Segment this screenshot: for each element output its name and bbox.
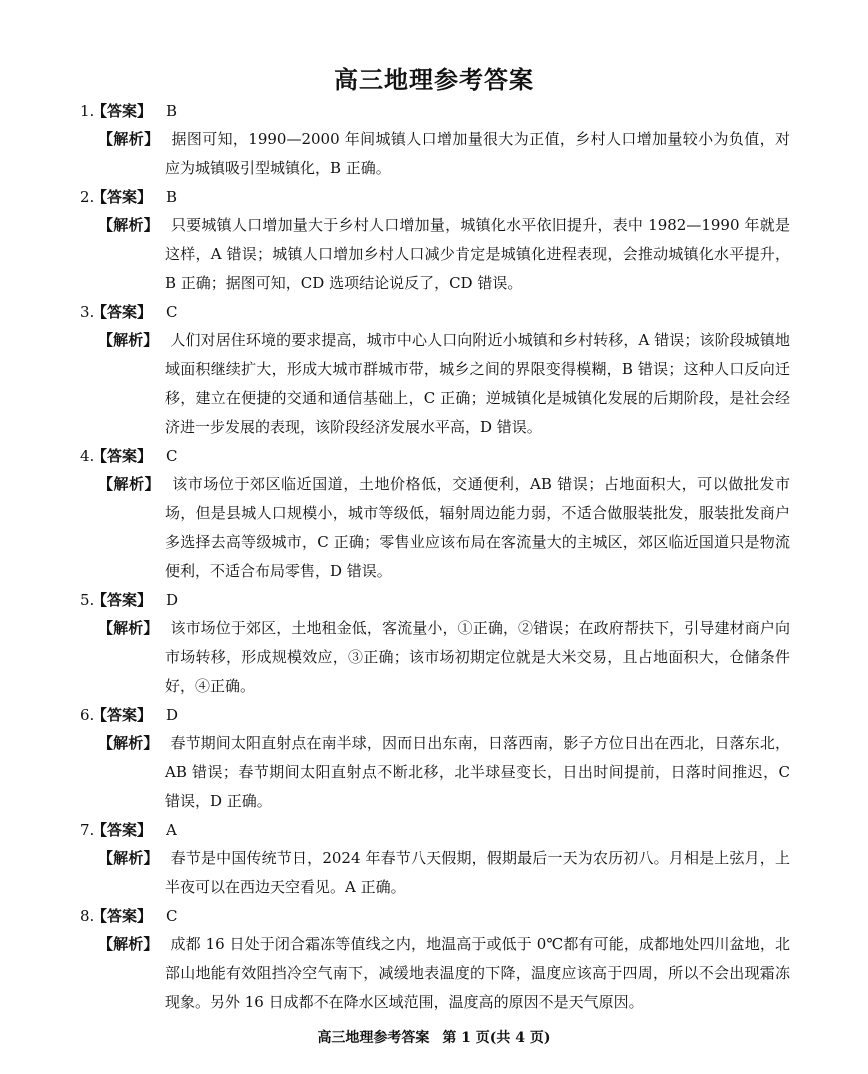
explanation-text: 该市场位于郊区临近国道，土地价格低，交通便利，AB 错误；占地面积大，可以做批发市场，但是县城人口规模小，城市等级低，辐射周边能力弱，不适合做服装批发，服装批发商户多选择去高等级城市，C 正确；零售业应该布局在客流量大的主城区，郊区临近国道只是物流便利，不适合布局零售，D 错误。 [165,475,790,580]
question-number: 5. [80,591,95,609]
explanation-text: 人们对居住环境的要求提高，城市中心人口向附近小城镇和乡村转移，A 错误；该阶段城镇地域面积继续扩大，形成大城市群城市带，城乡之间的界限变得模糊，B 错误；这种人口反向迁移，建立在便捷的交通和通信基础上，C 正确；逆城镇化是城镇化发展的后期阶段，是社会经济进一步发展的表现，该阶段经济发展水平高，D 错误。 [165,331,790,436]
question-number: 4. [80,447,95,465]
answer-value: B [166,188,178,206]
question-number: 1. [80,102,95,120]
answer-tag: 【答案】 [92,706,153,724]
question-number: 8. [80,907,95,925]
answer-item-8 [80,902,790,1017]
answer-list [80,97,790,1017]
answer-value: D [166,591,179,609]
answer-tag: 【答案】 [92,303,153,321]
answer-tag: 【答案】 [92,188,153,206]
explain-tag: 【解析】 [98,849,159,867]
question-number: 7. [80,821,95,839]
explanation-text: 成都 16 日处于闭合霜冻等值线之内，地温高于或低于 0℃都有可能，成都地处四川盆地，北部山地能有效阻挡冷空气南下，减缓地表温度的下降，温度应该高于四周，所以不会出现霜冻现象。另外 16 日成都不在降水区域范围，温度高的原因不是天气原因。 [165,935,790,1011]
answer-value: A [166,821,177,839]
answer-value: D [166,706,179,724]
answer-tag: 【答案】 [92,821,153,839]
explain-tag: 【解析】 [98,475,161,493]
answer-tag: 【答案】 [92,447,153,465]
explain-tag: 【解析】 [98,216,159,234]
answer-tag: 【答案】 [92,102,153,120]
explain-tag: 【解析】 [98,935,159,953]
explain-tag: 【解析】 [98,734,159,752]
answer-item-3 [80,298,790,442]
explanation-text: 据图可知，1990—2000 年间城镇人口增加量很大为正值，乡村人口增加量较小为负值，对应为城镇吸引型城镇化，B 正确。 [165,130,790,177]
answer-item-7 [80,816,790,902]
answer-value: C [166,303,178,321]
explanation-text: 该市场位于郊区，土地租金低，客流量小，①正确，②错误；在政府帮扶下，引导建材商户向市场转移，形成规模效应，③正确；该市场初期定位就是大米交易，且占地面积大，仓储条件好，④正确。 [165,619,790,695]
explain-tag: 【解析】 [98,619,159,637]
explanation-text: 春节是中国传统节日，2024 年春节八天假期，假期最后一天为农历初八。月相是上弦月，上半夜可以在西边天空看见。A 正确。 [165,849,790,896]
answer-item-2 [80,183,790,298]
footer-doc-title: 高三地理参考答案 [317,1030,430,1046]
answer-value: B [166,102,178,120]
explanation-text: 春节期间太阳直射点在南半球，因而日出东南，日落西南，影子方位日出在西北，日落东北，AB 错误；春节期间太阳直射点不断北移，北半球昼变长，日出时间提前，日落时间推迟，C 错误，D 正确。 [165,734,790,810]
answer-item-1 [80,97,790,183]
answer-value: C [166,907,178,925]
page-footer [0,1027,868,1047]
question-number: 3. [80,303,95,321]
answer-item-5 [80,586,790,701]
answer-tag: 【答案】 [92,907,153,925]
answer-value: C [166,447,178,465]
answer-item-6 [80,701,790,816]
explain-tag: 【解析】 [98,130,160,148]
explanation-text: 只要城镇人口增加量大于乡村人口增加量，城镇化水平依旧提升，表中 1982—1990 年就是这样，A 错误；城镇人口增加乡村人口减少肯定是城镇化进程表现，会推动城镇化水平提升，B 正确；据图可知，CD 选项结论说反了，CD 错误。 [165,216,790,292]
answer-tag: 【答案】 [92,591,153,609]
footer-page-number: 第 1 页(共 4 页) [442,1030,551,1046]
answer-item-4 [80,442,790,586]
page-title: 高三地理参考答案 [334,65,534,94]
question-number: 6. [80,706,95,724]
question-number: 2. [80,188,95,206]
explain-tag: 【解析】 [98,331,159,349]
